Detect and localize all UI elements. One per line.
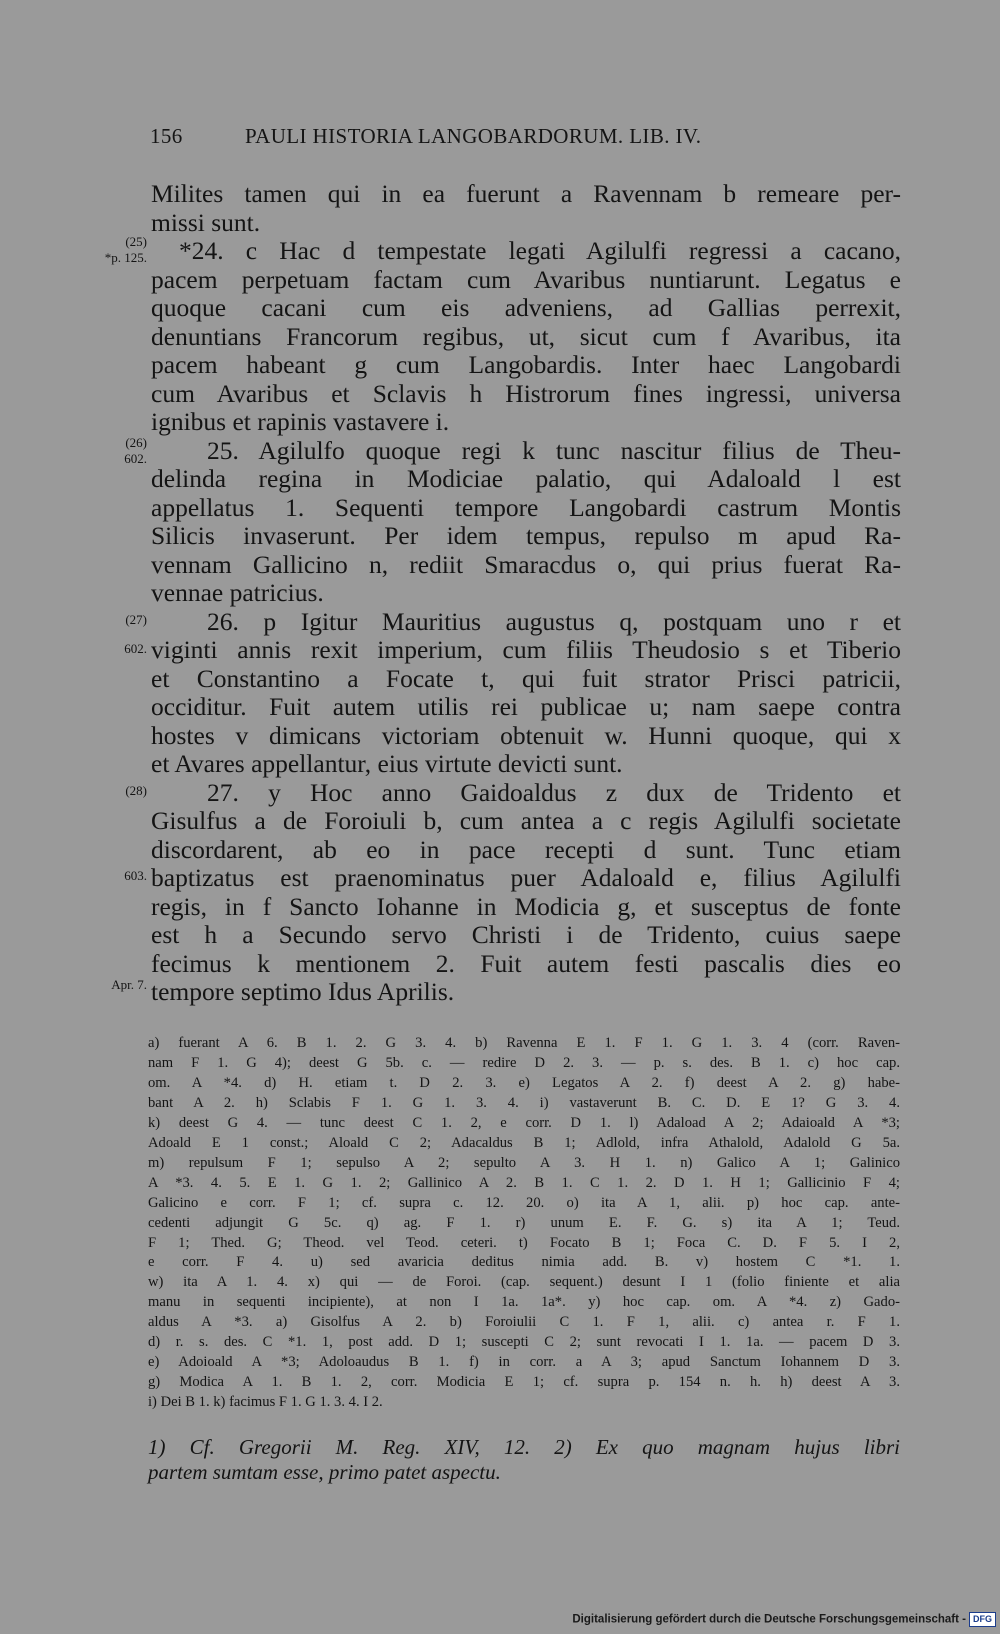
text-line: Silicis invaserunt. Per idem tempus, repulso m apud Ra-	[151, 521, 901, 550]
text-line: fecimus k mentionem 2. Fuit autem festi pascalis dies eo	[151, 948, 901, 978]
text-line: missi sunt.	[151, 207, 261, 237]
margin-note: (27)	[125, 612, 147, 627]
text-line: vennae patricius.	[151, 578, 324, 607]
text-line: 26. p Igitur Mauritius augustus q, postquam uno r et	[207, 606, 901, 636]
text-line: appellatus 1. Sequenti tempore Langobardi castrum Montis	[151, 492, 901, 522]
margin-note: 602.	[124, 451, 147, 466]
dfg-logo[interactable]: DFG	[969, 1612, 996, 1627]
text-line: Gisulfus a de Foroiuli b, cum antea a c regis Agilulfi societate	[151, 806, 901, 835]
margin-note: (26)	[125, 435, 147, 450]
apparatus-line: i) Dei B 1. k) facimus F 1. G 1. 3. 4. I 2.	[148, 1394, 383, 1411]
text-line: quoque cacani cum eis adveniens, ad Gallias perrexit,	[151, 293, 901, 322]
text-line: hostes v dimicans victoriam obtenuit w. Hunni quoque, qui x	[151, 720, 901, 750]
text-line: *24. c Hac d tempestate legati Agilulfi regressi a cacano,	[179, 236, 901, 265]
text-line: occiditur. Fuit autem utilis rei publicae u; nam saepe contra	[151, 692, 901, 721]
digitization-credit	[572, 1612, 996, 1627]
text-line: discordarent, ab eo in pace recepti d sunt. Tunc etiam	[151, 834, 901, 864]
apparatus-line: k) deest G 4. — tunc deest C 1. 2, e corr. D 1. l) Adaload A 2; Adaioald A *3;	[148, 1114, 900, 1131]
apparatus-line: bant A 2. h) Sclabis F 1. G 1. 3. 4. i) vastaverunt B. C. D. E 1? G 3. 4.	[148, 1094, 900, 1111]
footnote-line: 1) Cf. Gregorii M. Reg. XIV, 12. 2) Ex quo magnam hujus libri	[148, 1435, 900, 1459]
text-line: delinda regina in Modiciae palatio, qui Adaloald l est	[151, 464, 901, 493]
text-line: vennam Gallicino n, rediit Smaracdus o, qui prius fuerat Ra-	[151, 549, 901, 579]
text-line: tempore septimo Idus Aprilis.	[151, 977, 455, 1006]
apparatus-line: Adoald E 1 const.; Aloald C 2; Adacaldus B 1; Adlold, infra Athalold, Adalold G 5a.	[148, 1134, 900, 1151]
apparatus-line: A *3. 4. 5. E 1. G 1. 2; Gallinico A 2. B 1. C 1. 2. D 1. H 1; Gallicinio F 4;	[148, 1174, 900, 1191]
credit-text: Digitalisierung gefördert durch die Deutsche Forschungsgemeinschaft -	[572, 1613, 966, 1626]
apparatus-line: om. A *4. d) H. etiam t. D 2. 3. e) Legatos A 2. f) deest A 2. g) habe-	[148, 1074, 900, 1091]
main-text	[151, 180, 901, 1007]
apparatus-line: Galicino e corr. F 1; cf. supra c. 12. 20. o) ita A 1, alii. p) hoc cap. ante-	[148, 1194, 900, 1211]
apparatus-line: d) r. s. des. C *1. 1, post add. D 1; suscepti C 2; sunt revocati I 1. 1a. — pacem D 3.	[148, 1334, 900, 1351]
running-header	[150, 124, 900, 149]
text-line: Milites tamen qui in ea fuerunt a Ravennam b remeare per-	[151, 179, 901, 208]
apparatus-line: nam F 1. G 4); deest G 5b. c. — redire D 2. 3. — p. s. des. B 1. c) hoc cap.	[148, 1054, 900, 1071]
text-line: 25. Agilulfo quoque regi k tunc nascitur filius de Theu-	[207, 435, 901, 465]
apparatus-line: aldus A *3. a) Gisolfus A 2. b) Foroiulii C 1. F 1, alii. c) antea r. F 1.	[148, 1314, 900, 1331]
text-line: et Avares appellantur, eius virtute devicti sunt.	[151, 749, 623, 778]
text-line: 27. y Hoc anno Gaidoaldus z dux de Tridento et	[207, 777, 901, 807]
margin-note: *p. 125.	[104, 250, 147, 265]
text-line: pacem habeant g cum Langobardis. Inter haec Langobardi	[151, 350, 901, 379]
text-line: baptizatus est praenominatus puer Adaloald e, filius Agilulfi	[151, 863, 901, 892]
margin-note: (28)	[125, 783, 147, 798]
text-line: viginti annis rexit imperium, cum filiis Theudosio s et Tiberio	[151, 635, 901, 664]
running-title: PAULI HISTORIA LANGOBARDORUM. LIB. IV.	[245, 124, 702, 148]
apparatus-line: cedenti adjungit G 5c. q) ag. F 1. r) unum E. F. G. s) ita A 1; Teud.	[148, 1214, 900, 1231]
margin-note: 602.	[124, 641, 147, 656]
apparatus-line: m) repulsum F 1; sepulso A 2; sepulto A 3. H 1. n) Galico A 1; Galinico	[148, 1154, 900, 1171]
text-line: et Constantino a Focate t, qui fuit strator Prisci patricii,	[151, 663, 901, 693]
critical-apparatus	[148, 1034, 900, 1413]
margin-note: 603.	[124, 868, 147, 883]
text-line: denuntians Francorum regibus, ut, sicut cum f Avaribus, ita	[151, 321, 901, 351]
text-line: regis, in f Sancto Iohanne in Modicia g, et susceptus de fonte	[151, 891, 901, 921]
apparatus-line: manu in sequenti incipiente), at non I 1a. 1a*. y) hoc cap. om. A *4. z) Gado-	[148, 1294, 900, 1311]
text-line: est h a Secundo servo Christi i de Tridento, cuius saepe	[151, 920, 901, 949]
text-line: pacem perpetuam factam cum Avaribus nuntiarunt. Legatus e	[151, 264, 901, 294]
text-line: ignibus et rapinis vastavere i.	[151, 407, 450, 436]
text-line: cum Avaribus et Sclavis h Histrorum fines ingressi, universa	[151, 378, 901, 408]
apparatus-line: g) Modica A 1. B 1. 2, corr. Modicia E 1; cf. supra p. 154 n. h. h) deest A 3.	[148, 1374, 900, 1391]
footnotes	[148, 1435, 900, 1485]
apparatus-line: a) fuerant A 6. B 1. 2. G 3. 4. b) Ravenna E 1. F 1. G 1. 3. 4 (corr. Raven-	[148, 1035, 900, 1051]
apparatus-line: F 1; Thed. G; Theod. vel Teod. ceteri. t) Focato B 1; Foca C. D. F 5. I 2,	[148, 1234, 900, 1251]
page-number: 156	[150, 124, 183, 148]
footnote-line: partem sumtam esse, primo patet aspectu.	[148, 1460, 501, 1484]
apparatus-line: e) Adoioald A *3; Adoloaudus B 1. f) in corr. a A 3; apud Sanctum Iohannem D 3.	[148, 1354, 900, 1371]
apparatus-line: w) ita A 1. 4. x) qui — de Foroi. (cap. sequent.) desunt I 1 (folio finiente et alia	[148, 1274, 900, 1291]
margin-note: Apr. 7.	[111, 977, 147, 992]
margin-note: (25)	[125, 234, 147, 249]
apparatus-line: e corr. F 4. u) sed avaricia deditus nimia add. B. v) hostem C *1. 1.	[148, 1254, 900, 1271]
